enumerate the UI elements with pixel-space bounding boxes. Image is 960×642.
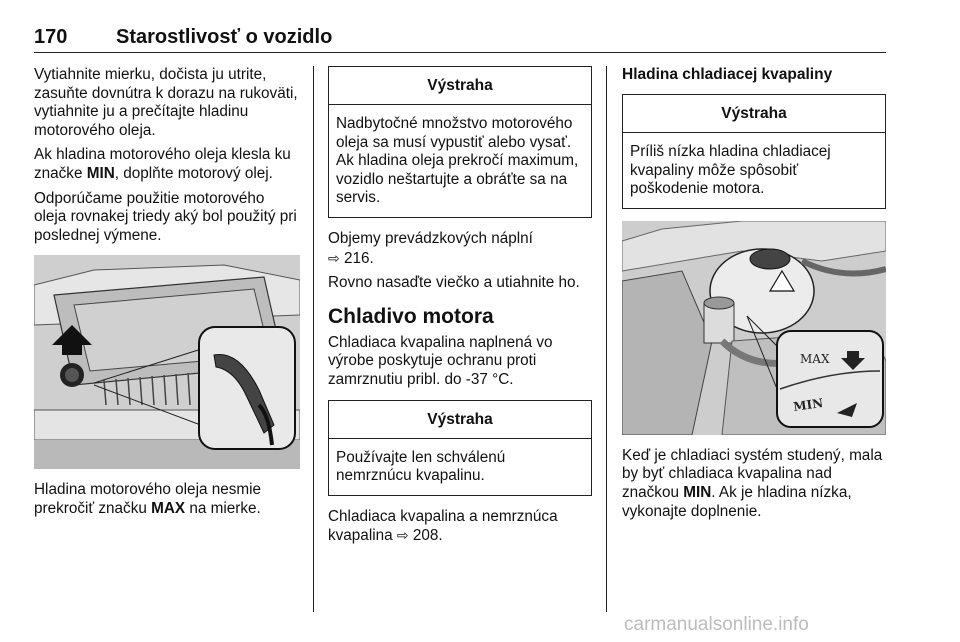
warning-body: Príliš nízka hladina chladiacej kvapaliny môže spôsobiť poškodenie motora. (630, 143, 831, 198)
min-mark-text: MIN (792, 395, 825, 414)
engine-oil-figure (34, 255, 300, 469)
page-header (34, 26, 886, 53)
paragraph-max-level: Hladina motorového oleja nesmie prekročiť značku MAX na mierke. (34, 481, 262, 517)
warning-title: Výstraha (623, 95, 885, 133)
column-3 (622, 66, 886, 527)
warning-title: Výstraha (329, 67, 591, 105)
section-heading-coolant: Chladivo motora (328, 304, 494, 328)
page-ref-link[interactable]: 216. (339, 249, 374, 267)
warning-box-low-coolant (622, 94, 886, 209)
paragraph-coolant-ref: Chladiaca kvapalina a nemrznúca kvapalina ⇨ 208. (328, 507, 558, 545)
page-ref-arrow-icon: ⇨ (328, 249, 340, 266)
max-mark-label: MAX (151, 499, 186, 517)
warning-body: Používajte len schválenú nemrznúcu kvapalinu. (336, 448, 506, 485)
paragraph-cap-instruction: Rovno nasaďte viečko a utiahnite ho. (328, 274, 580, 292)
paragraph-coolant-protection: Chladiaca kvapalina naplnená vo výrobe poskytuje ochranu proti zamrznutiu pribl. do -37 °C. (328, 333, 553, 388)
min-mark-label: MIN (86, 164, 115, 182)
coolant-reservoir-figure (622, 221, 886, 435)
section-heading-coolant-level: Hladina chladiacej kvapaliny (622, 66, 833, 83)
max-mark-text: MAX (800, 351, 830, 366)
paragraph-coolant-check: Keď je chladiaci systém studený, mala by byť chladiaca kvapalina nad značkou MIN. Ak je hladina nízka, vykonajte doplnenie. (622, 446, 883, 520)
warning-body: Nadbytočné množstvo motorového oleja sa musí vypustiť alebo vysať. Ak hladina oleja prekročí maximum, vozidlo neštartujte a obráťte sa na servis. (336, 115, 579, 207)
engine-oil-illustration (34, 255, 300, 469)
warning-title: Výstraha (329, 401, 591, 439)
column-divider-2 (606, 66, 607, 612)
paragraph-capacities-ref: Objemy prevádzkových náplní ⇨ 216. (328, 229, 533, 267)
column-2 (328, 66, 592, 552)
warning-box-excess-oil (328, 66, 592, 218)
page-number: 170 (34, 26, 68, 48)
min-mark-label: MIN (683, 483, 712, 501)
paragraph-oil-recommendation: Odporúčame použitie motorového oleja rovnakej triedy aký bol použitý pri poslednej výmene. (34, 189, 297, 244)
column-divider-1 (313, 66, 314, 612)
page-ref-arrow-icon: ⇨ (396, 527, 409, 544)
paragraph-dipstick-instructions: Vytiahnite mierku, dočista ju utrite, zasuňte dovnútra k dorazu na rukoväti, vytiahnite ju a prečítajte hladinu motorového oleja. (34, 66, 298, 139)
coolant-reservoir-illustration (622, 221, 886, 435)
paragraph-min-level: Ak hladina motorového oleja klesla ku značke MIN, doplňte motorový olej. (34, 146, 291, 182)
column-1 (34, 66, 300, 525)
warning-box-antifreeze (328, 400, 592, 496)
page-ref-link[interactable]: 208. (408, 527, 443, 545)
page-title: Starostlivosť o vozidlo (116, 26, 333, 48)
watermark: carmanualsonline.info (624, 614, 809, 635)
